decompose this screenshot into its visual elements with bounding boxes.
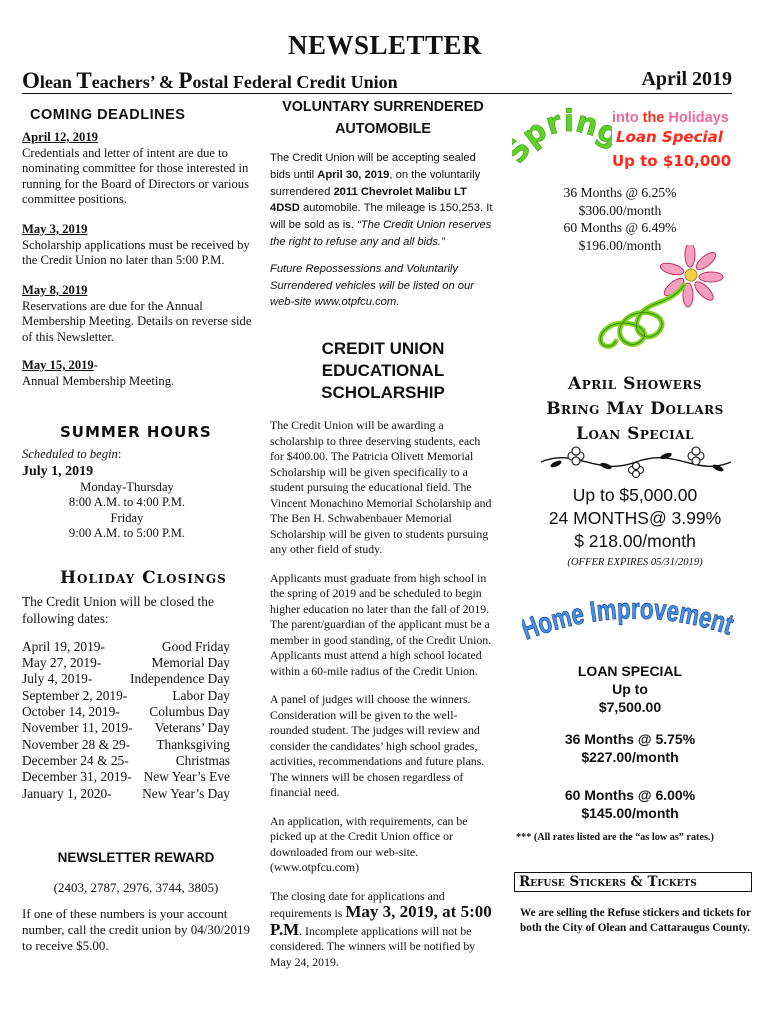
deadlines-section xyxy=(22,108,256,124)
summer-start-date: July 1, 2019 xyxy=(22,464,94,479)
holiday-row: September 2, 2019- Labor Day xyxy=(22,687,230,703)
org-rest-2: eachers’ & xyxy=(91,72,179,92)
rates-note: *** (All rates listed are the “as low as” rates.) xyxy=(516,832,714,843)
summer-scheduled: Scheduled to begin xyxy=(22,446,118,461)
org-rest-3: ostal Federal Credit Union xyxy=(192,72,398,92)
scholarship-section xyxy=(270,338,496,970)
holiday-row: May 27, 2019- Memorial Day xyxy=(22,655,230,671)
org-cap-1: O xyxy=(22,68,40,93)
spring-word: prin xyxy=(515,106,603,154)
deadline-text: Reservations are due for the Annual Membership Meeting. Details on reverse side of this Newsletter. xyxy=(22,298,252,344)
deadline-item-4: May 15, 2019- Annual Membership Meeting. xyxy=(22,358,256,389)
deadline-date: May 3, 2019 xyxy=(22,222,88,236)
spring-rate-line: $306.00/month xyxy=(578,202,662,218)
summer-hours-heading: SUMMER HOURS xyxy=(60,423,212,441)
auto-heading: VOLUNTARY SURRENDERED AUTOMOBILE xyxy=(282,99,484,137)
flower-graphic xyxy=(580,245,730,360)
deadline-item-3 xyxy=(22,283,256,345)
spring-loan-special: Loan Special xyxy=(616,128,723,146)
spring-into-holidays: into the Holidays xyxy=(612,110,729,126)
scholarship-paragraph: An application, with requirements, can be picked up at the Credit Union office or downloaded from our web-site. (www.otpfcu.com) xyxy=(270,813,468,874)
auto-section xyxy=(270,96,496,311)
holiday-row: July 4, 2019- Independence Day xyxy=(22,671,230,687)
showers-expires: (OFFER EXPIRES 05/31/2019) xyxy=(567,557,703,568)
scholarship-heading: CREDIT UNION EDUCATIONAL SCHOLARSHIP xyxy=(321,339,445,402)
auto-future-note: Future Repossessions and Voluntarily Surrendered vehicles will be listed on our web-site www.otpfcu.com. xyxy=(270,262,474,309)
reward-section xyxy=(22,850,250,954)
org-cap-3: P xyxy=(178,68,193,93)
showers-rate-line: Up to $5,000.00 xyxy=(572,485,698,505)
deadline-text: Annual Membership Meeting. xyxy=(22,373,175,388)
reward-text: If one of these numbers is your account number, call the credit union by 04/30/2019 to receive $5.00. xyxy=(22,906,251,953)
home-loan-block: LOAN SPECIAL Up to $7,500.00 36 Months @ 5.75% $227.00/month 60 Months @ 6.00% $145.00/month xyxy=(564,663,696,821)
org-cap-2: T xyxy=(76,68,92,93)
vine-divider xyxy=(536,442,736,487)
flower-icon xyxy=(580,245,730,355)
holiday-row: December 31, 2019- New Year’s Eve xyxy=(22,769,230,785)
deadline-item-2 xyxy=(22,222,256,269)
issue-date: April 2019 xyxy=(641,68,732,90)
spring-upto: Up to $10,000 xyxy=(612,152,732,170)
auto-paragraph: The Credit Union will be accepting sealed bids until April 30, 2019, on the voluntarily surrendered 2011 Chevrolet Malibu LT 4DSD automobile. The mileage is 150,253. It will be sold as is. “The Credit Union reserves the right to refuse any and all bids.” xyxy=(270,152,493,248)
holiday-intro: The Credit Union will be closed the following dates: xyxy=(22,594,214,626)
vine-flowers-icon xyxy=(536,442,736,482)
showers-rate-line: $ 218.00/month xyxy=(574,531,696,551)
holiday-list xyxy=(22,639,230,802)
deadline-item-1 xyxy=(22,130,256,208)
deadline-text: Scholarship applications must be received by the Credit Union no later than 5:00 P.M. xyxy=(22,237,250,267)
holiday-row: December 24 & 25- Christmas xyxy=(22,752,230,768)
summer-line: 8:00 A.M. to 4:00 P.M. xyxy=(68,495,186,509)
spring-logo xyxy=(512,106,612,181)
summer-hours-section: SUMMER HOURS Scheduled to begin: July 1, 2019 Monday-Thursday 8:00 A.M. to 4:00 P.M. Friday 9:00 A.M. to 5:00 P.M. xyxy=(22,425,256,542)
header-divider xyxy=(22,93,732,94)
spring-word-art xyxy=(512,106,612,176)
showers-heading: April Showers Bring May Dollars Loan Special xyxy=(546,374,724,444)
scholarship-paragraph: Applicants must graduate from high school in the spring of 2019 and be scheduled to begin higher education no later than the fall of 2019. The parent/guardian of the applicant must be a member in good standing, of the Credit Union. Applicants must attend a high school located within a 60-mile radius of the Credit Union. xyxy=(270,570,492,678)
holiday-row: November 28 & 29- Thanksgiving xyxy=(22,736,230,752)
holiday-section xyxy=(22,570,230,802)
deadline-date: April 12, 2019 xyxy=(22,130,98,144)
home-improvement-logo xyxy=(522,590,742,655)
reward-heading: NEWSLETTER REWARD xyxy=(57,850,215,865)
spring-rate-line: 36 Months @ 6.25% xyxy=(563,185,677,200)
deadlines-heading: COMING DEADLINES xyxy=(30,107,186,123)
org-name xyxy=(22,68,398,94)
deadline-date: May 8, 2019 xyxy=(22,283,88,297)
deadline-date: May 15, 2019 xyxy=(22,358,94,372)
summer-line: 9:00 A.M. to 5:00 P.M. xyxy=(68,526,186,540)
holiday-row: January 1, 2020- New Year’s Day xyxy=(22,785,230,801)
holiday-row: October 14, 2019- Columbus Day xyxy=(22,704,230,720)
showers-rate-line: 24 MONTHS@ 3.99% xyxy=(548,508,722,528)
home-improvement-word: ome Improvement xyxy=(533,593,740,643)
home-improvement-word-art xyxy=(522,590,742,650)
holiday-row: April 19, 2019- Good Friday xyxy=(22,638,230,654)
holiday-heading: Holiday Closings xyxy=(60,568,227,588)
summer-line: Friday xyxy=(110,510,144,525)
reward-numbers: (2403, 2787, 2976, 3744, 3805) xyxy=(53,880,219,895)
org-rest-1: lean xyxy=(39,72,77,92)
showers-rates xyxy=(520,484,750,553)
summer-line: Monday-Thursday xyxy=(80,479,174,494)
newsletter-title: NEWSLETTER xyxy=(287,30,483,60)
spring-rate-line: $196.00/month xyxy=(578,237,662,253)
refuse-heading: Refuse Stickers & Tickets xyxy=(514,872,752,892)
spring-rate-line: 60 Months @ 6.49% xyxy=(563,220,677,235)
scholarship-paragraph: The Credit Union will be awarding a scholarship to three deserving students, each for $400.00. The Patricia Olivett Memorial Scholarship will be given specifically to a student pursuing the educational field. The Vincent Monachino Memorial Scholarship and The Ben H. Schwabenbauer Memorial Scholarship will be given to students pursuing any other field of study. xyxy=(270,418,492,556)
refuse-text: We are selling the Refuse stickers and tickets for both the City of Olean and Cattaraugus County. xyxy=(520,907,751,934)
spring-rates xyxy=(520,184,720,254)
holiday-row: November 11, 2019- Veterans’ Day xyxy=(22,720,230,736)
scholarship-closing: The closing date for applications and requirements is May 3, 2019, at 5:00 P.M. Incomplete applications will not be considered. The winners will be notified by May 24, 2019. xyxy=(270,888,492,969)
scholarship-paragraph: A panel of judges will choose the winners. Consideration will be given to the well-rounded student. The judges will review and consider the candidates’ high school grades, activities, recommendations and future plans. The winners will be chosen regardless of financial need. xyxy=(270,692,485,799)
deadline-text: Credentials and letter of intent are due to nominating committee for those interested in running for the Board of Directors or various committee positions. xyxy=(22,145,249,206)
